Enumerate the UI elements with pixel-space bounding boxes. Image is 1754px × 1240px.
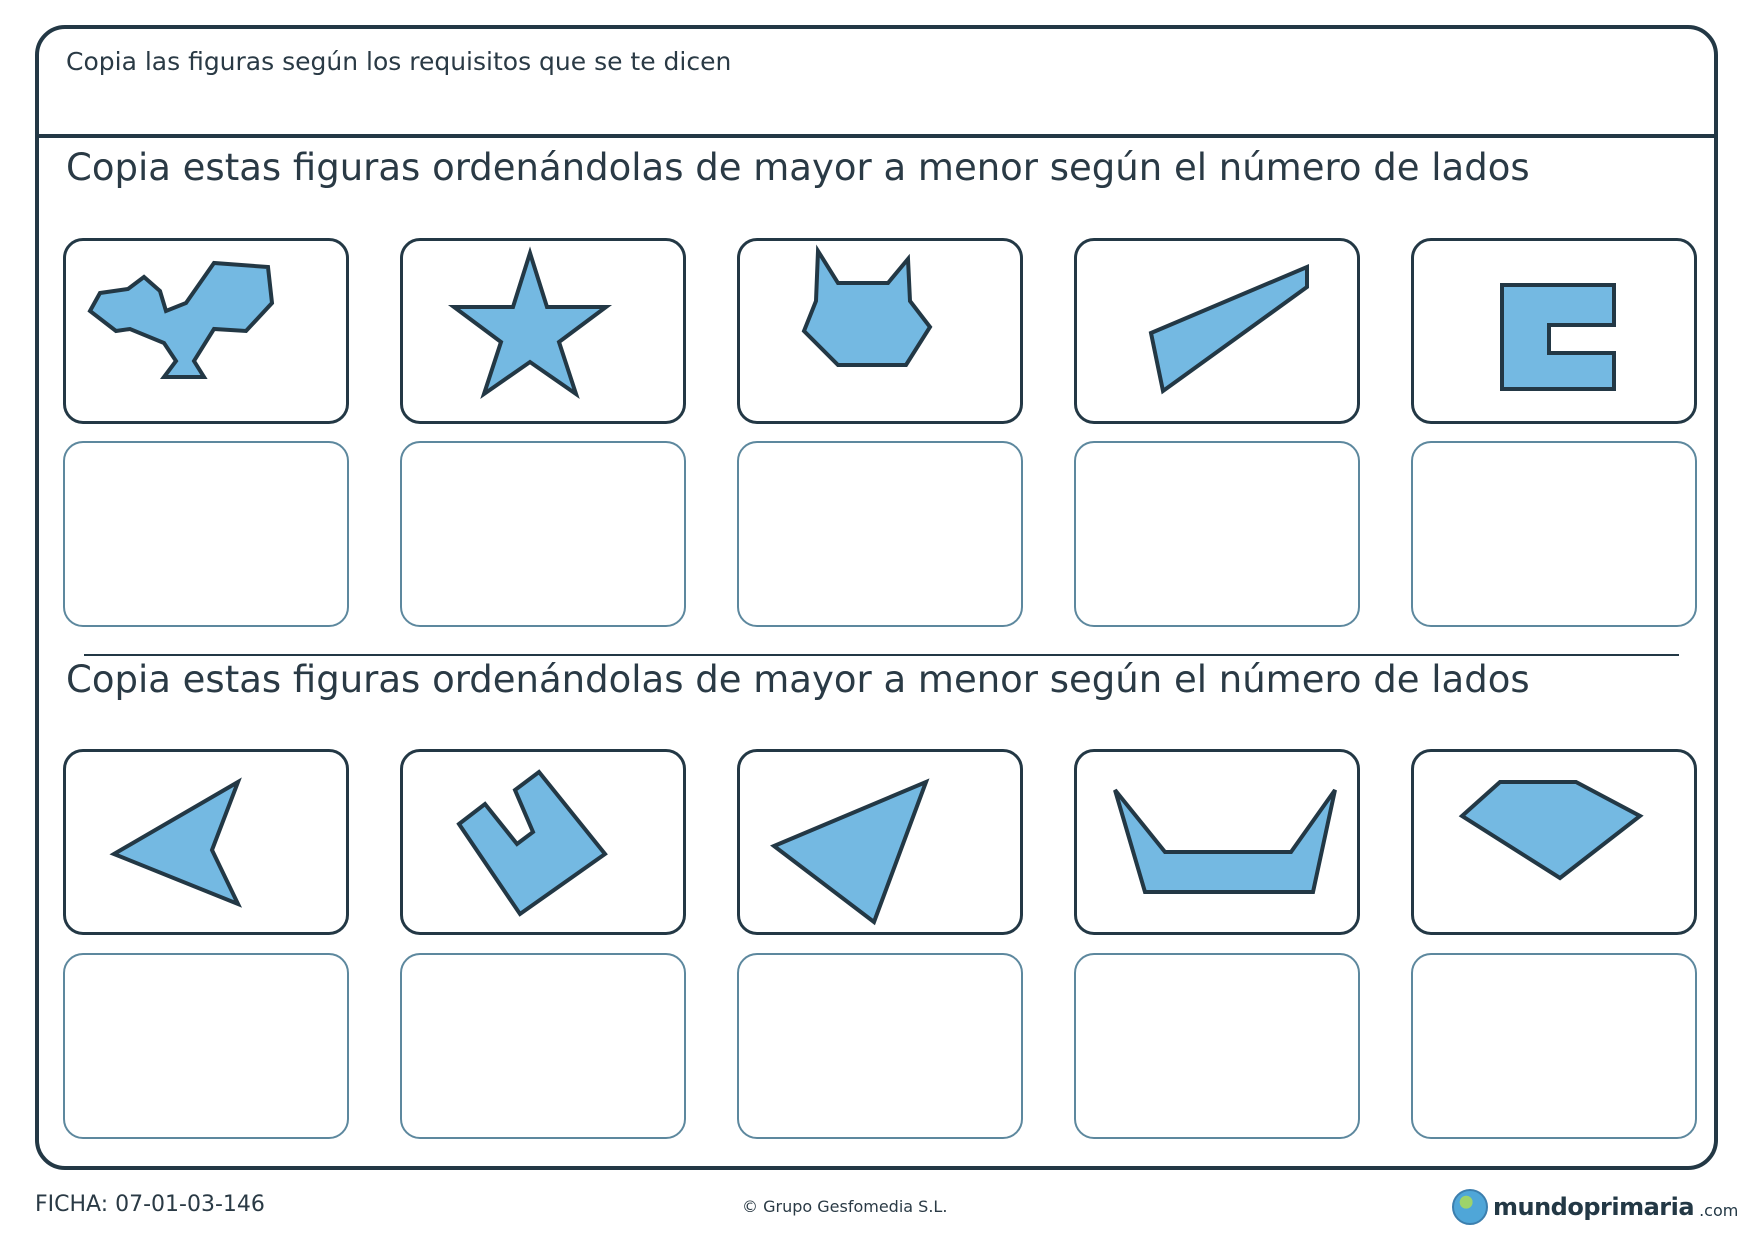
- globe-icon: [1452, 1189, 1488, 1225]
- quadrilateral-wedge-icon: [1077, 241, 1363, 427]
- worksheet-frame: [35, 25, 1718, 1170]
- answer-box-2-1[interactable]: [63, 953, 349, 1139]
- star-icon: [403, 241, 689, 427]
- header-divider: [39, 134, 1714, 138]
- copyright-notice: © Grupo Gesfomedia S.L.: [742, 1197, 948, 1216]
- c-shape-icon: [1414, 241, 1700, 427]
- answer-box-1-3[interactable]: [737, 441, 1023, 627]
- answer-box-1-2[interactable]: [400, 441, 686, 627]
- cat-head-polygon-icon: [740, 241, 1026, 427]
- answer-box-2-4[interactable]: [1074, 953, 1360, 1139]
- section-1-title: Copia estas figuras ordenándolas de mayor a menor según el número de lados: [66, 146, 1530, 189]
- brand-name: mundoprimaria: [1493, 1193, 1695, 1221]
- irregular-polygon-icon: [66, 241, 352, 427]
- model-box-1-2: [400, 238, 686, 424]
- model-box-2-1: [63, 749, 349, 935]
- worksheet-instruction: Copia las figuras según los requisitos que se te dicen: [66, 47, 732, 76]
- u-shape-icon: [403, 752, 689, 938]
- section-2-title: Copia estas figuras ordenándolas de mayor a menor según el número de lados: [66, 658, 1530, 701]
- model-box-2-4: [1074, 749, 1360, 935]
- answer-box-1-4[interactable]: [1074, 441, 1360, 627]
- model-box-2-5: [1411, 749, 1697, 935]
- worksheet-code: FICHA: 07-01-03-146: [35, 1192, 265, 1217]
- boat-shape-icon: [1077, 752, 1363, 938]
- model-box-1-5: [1411, 238, 1697, 424]
- section-divider: [84, 654, 1679, 656]
- brand-logo[interactable]: [1452, 1186, 1738, 1228]
- model-box-1-4: [1074, 238, 1360, 424]
- answer-box-2-2[interactable]: [400, 953, 686, 1139]
- model-box-2-2: [400, 749, 686, 935]
- answer-box-2-3[interactable]: [737, 953, 1023, 1139]
- triangle-icon: [740, 752, 1026, 938]
- answer-box-1-1[interactable]: [63, 441, 349, 627]
- hexagon-icon: [1414, 752, 1700, 938]
- answer-box-1-5[interactable]: [1411, 441, 1697, 627]
- arrowhead-icon: [66, 752, 352, 938]
- answer-box-2-5[interactable]: [1411, 953, 1697, 1139]
- model-box-1-1: [63, 238, 349, 424]
- model-box-2-3: [737, 749, 1023, 935]
- brand-tld: .com: [1699, 1200, 1739, 1220]
- model-box-1-3: [737, 238, 1023, 424]
